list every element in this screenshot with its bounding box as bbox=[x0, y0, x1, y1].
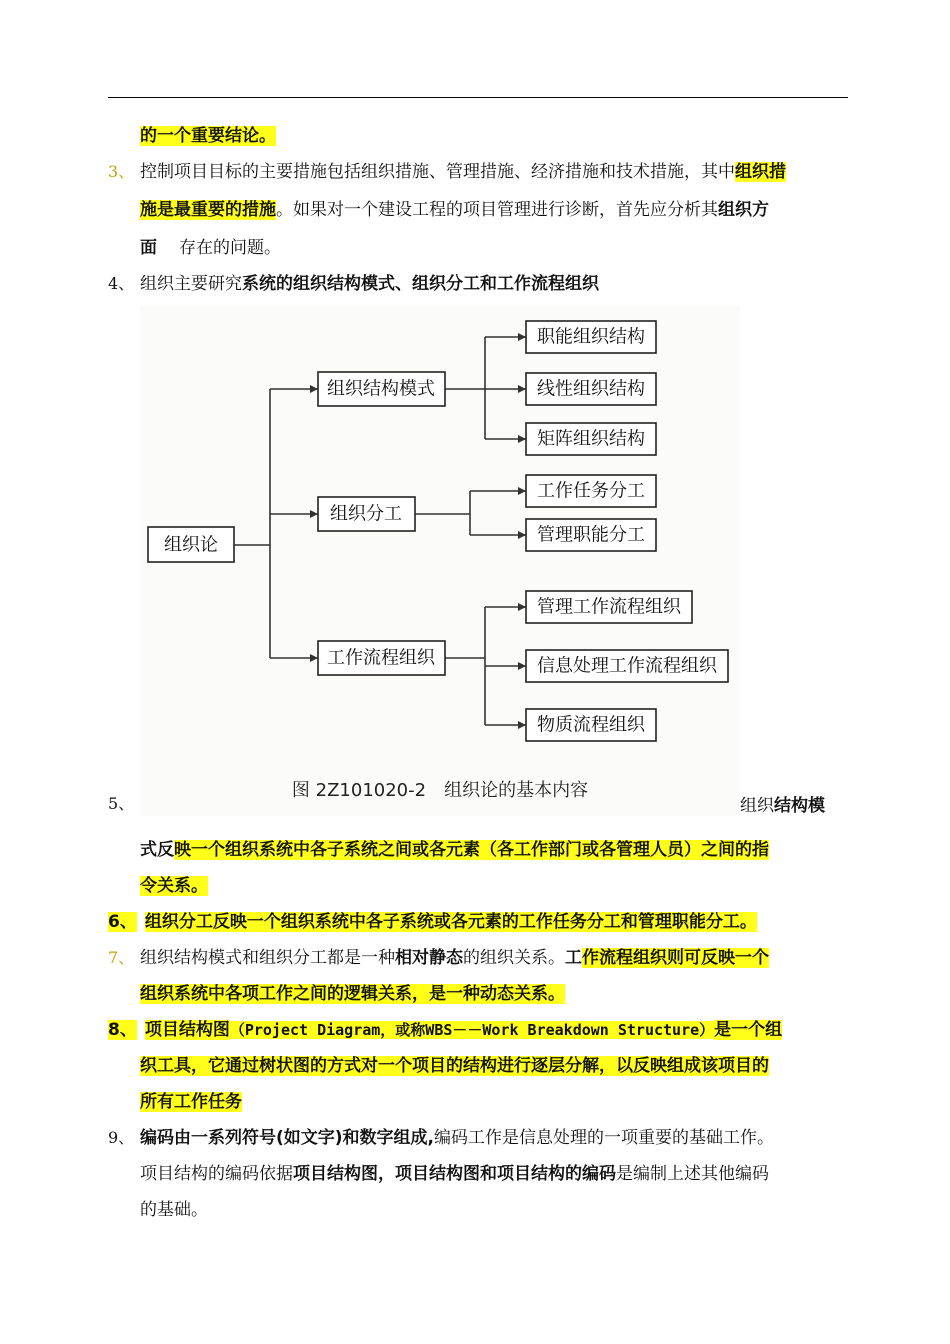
item5-highlight: 令关系。 bbox=[140, 876, 208, 896]
item9-line1 bbox=[140, 1126, 774, 1150]
item3-text: 。如果对一个建设工程的项目管理进行诊断，首先应分析其 bbox=[276, 200, 718, 220]
item9-text: 是编制上述其他编码 bbox=[616, 1164, 769, 1184]
item9-line2 bbox=[140, 1162, 769, 1186]
item3-text: 存在的问题。 bbox=[179, 238, 281, 258]
item3-line1 bbox=[140, 160, 786, 184]
item7-bold: 相对静态 bbox=[395, 948, 463, 968]
item-number-5: 5、 bbox=[108, 794, 135, 813]
paragraph-continuation bbox=[140, 124, 276, 148]
item8-line2 bbox=[140, 1054, 769, 1078]
header-rule bbox=[108, 97, 848, 98]
item9-text: 项目结构的编码依据 bbox=[140, 1164, 293, 1184]
leaf-matrix: 矩阵组织结构 bbox=[537, 428, 645, 450]
item9-bold: 编码由一系列符号(如文字)和数字组成, bbox=[140, 1128, 434, 1148]
item9-line3 bbox=[140, 1198, 208, 1222]
item7-bold: 工 bbox=[565, 948, 582, 968]
item7-highlight: 组织系统中各项工作之间的逻辑关系，是一种动态关系。 bbox=[140, 984, 565, 1004]
item5-bold: 式反 bbox=[140, 840, 174, 860]
leaf-info-workflow: 信息处理工作流程组织 bbox=[537, 655, 717, 677]
item3-bold: 组织方 bbox=[718, 200, 769, 220]
leaf-task-division: 工作任务分工 bbox=[537, 480, 645, 502]
leaf-linear: 线性组织结构 bbox=[537, 378, 645, 400]
item3-highlight: 施是最重要的措施 bbox=[140, 200, 276, 220]
item5-line2 bbox=[140, 838, 769, 862]
item7-line2 bbox=[140, 982, 565, 1006]
node-division: 组织分工 bbox=[330, 503, 402, 525]
item-number-6: 6、 bbox=[108, 912, 137, 932]
item5-head bbox=[740, 794, 825, 818]
item6-highlight: 组织分工反映一个组织系统中各子系统或各元素的工作任务分工和管理职能分工。 bbox=[144, 912, 757, 932]
diagram-caption: 图 2Z101020-2 组织论的基本内容 bbox=[291, 780, 589, 801]
item6-line bbox=[108, 910, 757, 934]
item4-bold: 系统的组织结构模式、组织分工和工作流程组织 bbox=[242, 274, 599, 294]
node-root: 组织论 bbox=[164, 534, 218, 556]
node-structure-mode: 组织结构模式 bbox=[327, 378, 435, 400]
item8-highlight: 所有工作任务 bbox=[140, 1092, 242, 1112]
item9-text: 编码工作是信息处理的一项重要的基础工作。 bbox=[434, 1128, 774, 1148]
item3-text: 控制项目目标的主要措施包括组织措施、管理措施、经济措施和技术措施，其中 bbox=[140, 162, 735, 182]
item7-highlight: 作流程组织则可反映一个 bbox=[582, 948, 769, 968]
item8-line3 bbox=[140, 1090, 242, 1114]
item-number-8: 8、 bbox=[108, 1020, 137, 1040]
item8-highlight-mono: （Project Diagram，或称WBS－－Work Breakdown Structure） bbox=[229, 1021, 715, 1039]
item7-line1 bbox=[140, 946, 769, 970]
item9-text: 的基础。 bbox=[140, 1200, 208, 1220]
item-number-3: 3、 bbox=[108, 162, 135, 181]
item5-highlight: 映一个组织系统中各子系统之间或各元素（各工作部门或各管理人员）之间的指 bbox=[174, 840, 769, 860]
item5-bold: 结构模 bbox=[774, 796, 825, 816]
item-number-9: 9、 bbox=[108, 1128, 135, 1147]
item4-text: 组织主要研究 bbox=[140, 274, 242, 294]
leaf-function-division: 管理职能分工 bbox=[537, 524, 645, 546]
item8-highlight: 项目结构图 bbox=[144, 1020, 230, 1040]
leaf-material-flow: 物质流程组织 bbox=[537, 714, 645, 736]
item3-line2 bbox=[140, 198, 769, 222]
item4-line bbox=[140, 272, 599, 296]
item7-text: 组织结构模式和组织分工都是一种 bbox=[140, 948, 395, 968]
highlighted-text: 的一个重要结论。 bbox=[140, 126, 276, 146]
leaf-functional: 职能组织结构 bbox=[537, 326, 645, 348]
node-workflow: 工作流程组织 bbox=[327, 647, 435, 669]
item3-line3 bbox=[140, 236, 281, 260]
item3-highlight: 组织措 bbox=[735, 162, 786, 182]
item5-text: 组织 bbox=[740, 796, 774, 816]
item-number-4: 4、 bbox=[108, 274, 135, 293]
item7-text: 的组织关系。 bbox=[463, 948, 565, 968]
item8-highlight: 织工具，它通过树状图的方式对一个项目的结构进行逐层分解，以反映组成该项目的 bbox=[140, 1056, 769, 1076]
item-number-7: 7、 bbox=[108, 948, 135, 967]
organization-theory-diagram bbox=[140, 306, 740, 816]
item8-line1 bbox=[108, 1018, 782, 1042]
item3-bold: 面 bbox=[140, 238, 157, 258]
item8-highlight: 是一个组 bbox=[714, 1020, 783, 1040]
item9-bold: 项目结构图，项目结构图和项目结构的编码 bbox=[293, 1164, 616, 1184]
item5-line3 bbox=[140, 874, 208, 898]
leaf-management-workflow: 管理工作流程组织 bbox=[537, 596, 681, 618]
